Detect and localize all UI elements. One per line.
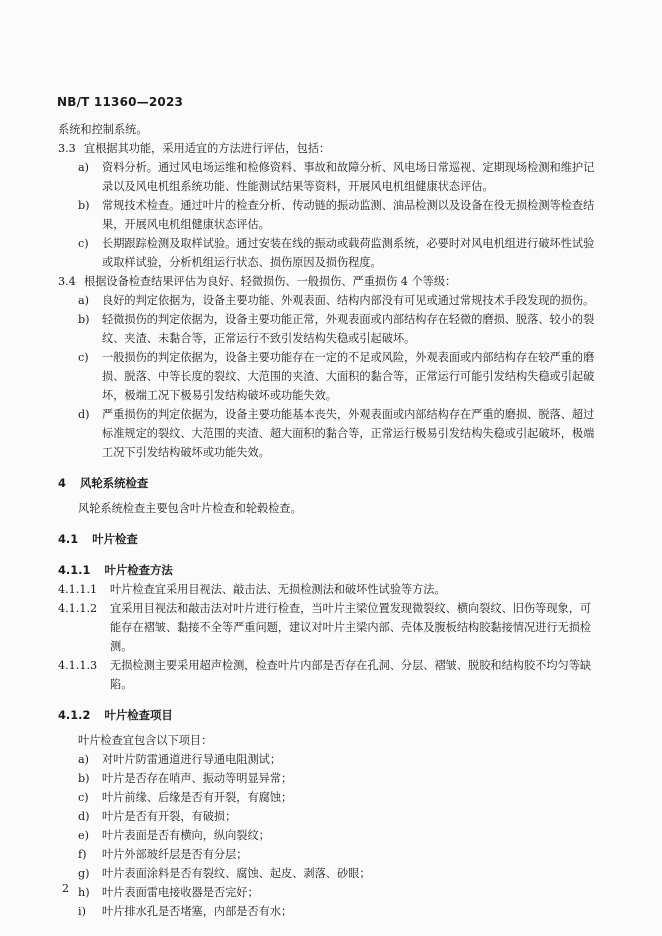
clause-3-3 <box>58 139 598 158</box>
list-item <box>58 234 598 272</box>
list-label: b) <box>78 772 90 785</box>
list-label: f) <box>78 848 87 861</box>
list-item <box>58 864 598 883</box>
section-4-1-1-heading <box>58 561 598 580</box>
section-4-1-2-heading <box>58 706 598 725</box>
list-label: h) <box>78 886 90 899</box>
list-label: a) <box>78 753 90 766</box>
list-item <box>58 405 598 462</box>
clause-text: 宜根据其功能，采用适宜的方法进行评估，包括： <box>84 142 331 155</box>
list-text: 严重损伤的判定依据为，设备主要功能基本丧失，外观表面或内部结构存在严重的磨损、脱落、超过标准规定的裂纹、大范围的夹渣、超大面积的黏合等，正常运行极易引发结构失稳或引起破坏，极端工况下引发结构破坏或功能失效。 <box>102 408 595 459</box>
subclause-text: 叶片检查宜采用目视法、敲击法、无损检测法和破坏性试验等方法。 <box>110 583 446 596</box>
subclause <box>58 580 598 599</box>
list-item <box>58 807 598 826</box>
section-title: 叶片检查 <box>92 532 138 546</box>
list-text: 资料分析。通过风电场运维和检修资料、事故和故障分析、风电场日常巡视、定期现场检测和维护记录以及风电机组系统功能、性能测试结果等资料，开展风电机组健康状态评估。 <box>102 161 595 193</box>
list-item <box>58 196 598 234</box>
list-text: 一般损伤的判定依据为，设备主要功能存在一定的不足或风险，外观表面或内部结构存在较严重的磨损、脱落、中等长度的裂纹、大范围的夹渣、大面积的黏合等，正常运行可能引发结构失稳或引起破坏，极端工况下极易引发结构破坏或功能失效。 <box>102 351 595 402</box>
section-4-1-heading <box>58 530 598 549</box>
list-item <box>58 902 598 921</box>
clause-number: 3.4 <box>58 275 76 288</box>
list-text: 良好的判定依据为，设备主要功能、外观表面、结构内部没有可见或通过常规技术手段发现的损伤。 <box>102 294 595 307</box>
intro-line: 系统和控制系统。 <box>58 123 148 136</box>
list-item <box>58 883 598 902</box>
list-text: 叶片是否有开裂，有破损； <box>102 810 237 823</box>
section-number: 4.1.1 <box>58 563 91 577</box>
list-text: 叶片外部玻纤层是否有分层； <box>102 848 248 861</box>
list-text: 常规技术检查。通过叶片的检查分析、传动链的振动监测、油品检测以及设备在役无损检测等检查结果，开展风电机组健康状态评估。 <box>102 199 595 231</box>
section-number: 4.1.2 <box>58 708 91 722</box>
list-item <box>58 291 598 310</box>
subclause-text: 宜采用目视法和敲击法对叶片进行检查，当叶片主梁位置发现微裂纹、横向裂纹、旧伤等现象，可能存在褶皱、黏接不全等严重问题，建议对叶片主梁内部、壳体及腹板结构胶黏接情况进行无损检测。 <box>110 602 592 653</box>
list-item <box>58 845 598 864</box>
subclause-number: 4.1.1.3 <box>58 659 98 672</box>
section-title: 叶片检查方法 <box>104 563 173 577</box>
list-label: b) <box>78 313 90 326</box>
section-4-1-2-intro: 叶片检查宜包含以下项目： <box>78 734 213 747</box>
page-body <box>58 120 598 921</box>
list-item <box>58 769 598 788</box>
list-label: c) <box>78 791 89 804</box>
list-text: 对叶片防雷通道进行导通电阻测试； <box>102 753 282 766</box>
list-label: a) <box>78 294 90 307</box>
list-label: g) <box>78 867 90 880</box>
list-text: 轻微损伤的判定依据为，设备主要功能正常，外观表面或内部结构存在轻微的磨损、脱落、较小的裂纹、夹渣、未黏合等，正常运行不致引发结构失稳或引起破坏。 <box>102 313 595 345</box>
list-text: 叶片表面雷电接收器是否完好； <box>102 886 259 899</box>
list-label: d) <box>78 810 90 823</box>
subclause <box>58 599 598 656</box>
list-item <box>58 750 598 769</box>
section-4-text: 风轮系统检查主要包含叶片检查和轮毂检查。 <box>78 502 302 515</box>
subclause <box>58 656 598 694</box>
list-label: d) <box>78 408 90 421</box>
list-text: 叶片表面涂料是否有裂纹、腐蚀、起皮、剥落、砂眼； <box>102 867 371 880</box>
list-item <box>58 348 598 405</box>
subclause-number: 4.1.1.2 <box>58 602 98 615</box>
clause-3-4 <box>58 272 598 291</box>
section-number: 4.1 <box>58 532 79 546</box>
list-label: c) <box>78 237 89 250</box>
list-label: i) <box>78 905 86 918</box>
section-title: 风轮系统检查 <box>79 476 149 490</box>
list-item <box>58 788 598 807</box>
list-text: 叶片表面是否有横向，纵向裂纹； <box>102 829 270 842</box>
section-4-heading <box>58 474 598 493</box>
section-number: 4 <box>58 476 66 490</box>
list-text: 叶片排水孔是否堵塞，内部是否有水； <box>102 905 293 918</box>
list-item <box>58 310 598 348</box>
list-label: e) <box>78 829 89 842</box>
list-label: a) <box>78 161 90 174</box>
subclause-number: 4.1.1.1 <box>58 583 98 596</box>
list-item <box>58 826 598 845</box>
section-title: 叶片检查项目 <box>104 708 173 722</box>
clause-text: 根据设备检查结果评估为良好、轻微损伤、一般损伤、严重损伤 4 个等级： <box>84 275 457 288</box>
list-text: 叶片前缘、后缘是否有开裂，有腐蚀； <box>102 791 293 804</box>
list-label: c) <box>78 351 89 364</box>
list-item <box>58 158 598 196</box>
page-number: 2 <box>62 882 69 895</box>
list-label: b) <box>78 199 90 212</box>
subclause-text: 无损检测主要采用超声检测，检查叶片内部是否存在孔洞、分层、褶皱、脱胶和结构胶不均匀等缺陷。 <box>110 659 592 691</box>
standard-id-header: NB/T 11360—2023 <box>57 95 184 109</box>
list-text: 长期跟踪检测及取样试验。通过安装在线的振动或载荷监测系统，必要时对风电机组进行破坏性试验或取样试验，分析机组运行状态、损伤原因及损伤程度。 <box>102 237 595 269</box>
list-text: 叶片是否存在哨声、振动等明显异常； <box>102 772 293 785</box>
clause-number: 3.3 <box>58 142 76 155</box>
